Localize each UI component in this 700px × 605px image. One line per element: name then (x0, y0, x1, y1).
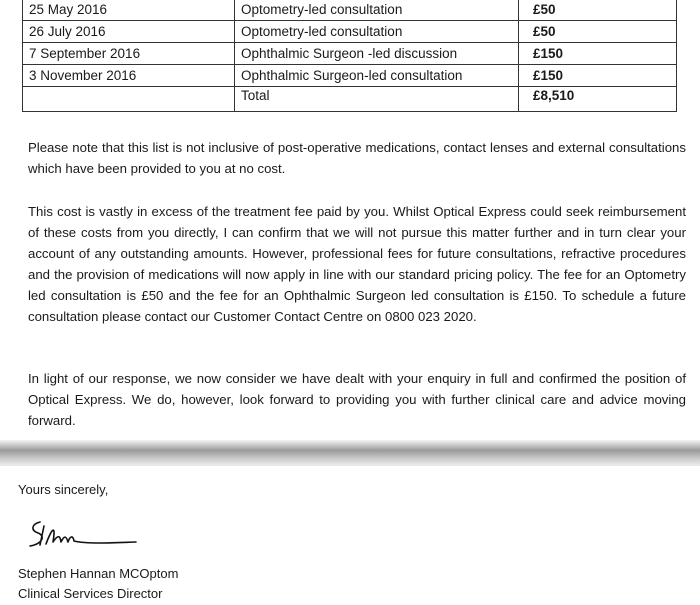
response-paragraph: In light of our response, we now consider we have dealt with your enquiry in full and confirmed the position of Optical Express. We do, however, look forward to providing you with further clinical care and advice moving forward. (28, 371, 686, 428)
row-fee: £50 (519, 0, 677, 21)
note-paragraph: Please note that this list is not inclusive of post-operative medications, contact lenses and external consultations which have been provided to you at no cost. (28, 140, 686, 176)
row-date: 3 November 2016 (23, 65, 235, 87)
total-empty-cell (23, 87, 235, 112)
cost-paragraph: This cost is vastly in excess of the treatment fee paid by you. Whilst Optical Express could seek reimbursement of these costs from you directly, I can confirm that we will not pursue this matter further and in turn clear your account of any outstanding amounts. However, professional fees for future consultations, refractive procedures and the provision of medications will now apply in line with our standard pricing policy. The fee for an Optometry led consultation is £50 and the fee for an Ophthalmic Surgeon led consultation is £150. To schedule a future consultation please contact our Customer Contact Centre on 0800 023 2020. (28, 204, 686, 324)
signatory-title: Clinical Services Director (18, 586, 163, 601)
row-description: Ophthalmic Surgeon-led consultation (235, 65, 519, 87)
table-total-row (23, 87, 677, 112)
table-row (23, 43, 677, 65)
total-label: Total (235, 87, 519, 112)
row-description: Optometry-led consultation (235, 21, 519, 43)
row-fee: £150 (519, 65, 677, 87)
table-row (23, 21, 677, 43)
row-date: 26 July 2016 (23, 21, 235, 43)
row-fee: £150 (519, 43, 677, 65)
table-row (23, 65, 677, 87)
consultation-costs-table (22, 0, 677, 112)
signature-icon (26, 514, 138, 554)
signatory-name: Stephen Hannan MCOptom (18, 566, 179, 581)
row-description: Optometry-led consultation (235, 0, 519, 21)
row-date: 7 September 2016 (23, 43, 235, 65)
row-description: Ophthalmic Surgeon -led discussion (235, 43, 519, 65)
salutation: Yours sincerely, (18, 482, 109, 497)
row-date: 25 May 2016 (23, 0, 235, 21)
row-fee: £50 (519, 21, 677, 43)
total-value: £8,510 (519, 87, 677, 112)
table-row (23, 0, 677, 21)
